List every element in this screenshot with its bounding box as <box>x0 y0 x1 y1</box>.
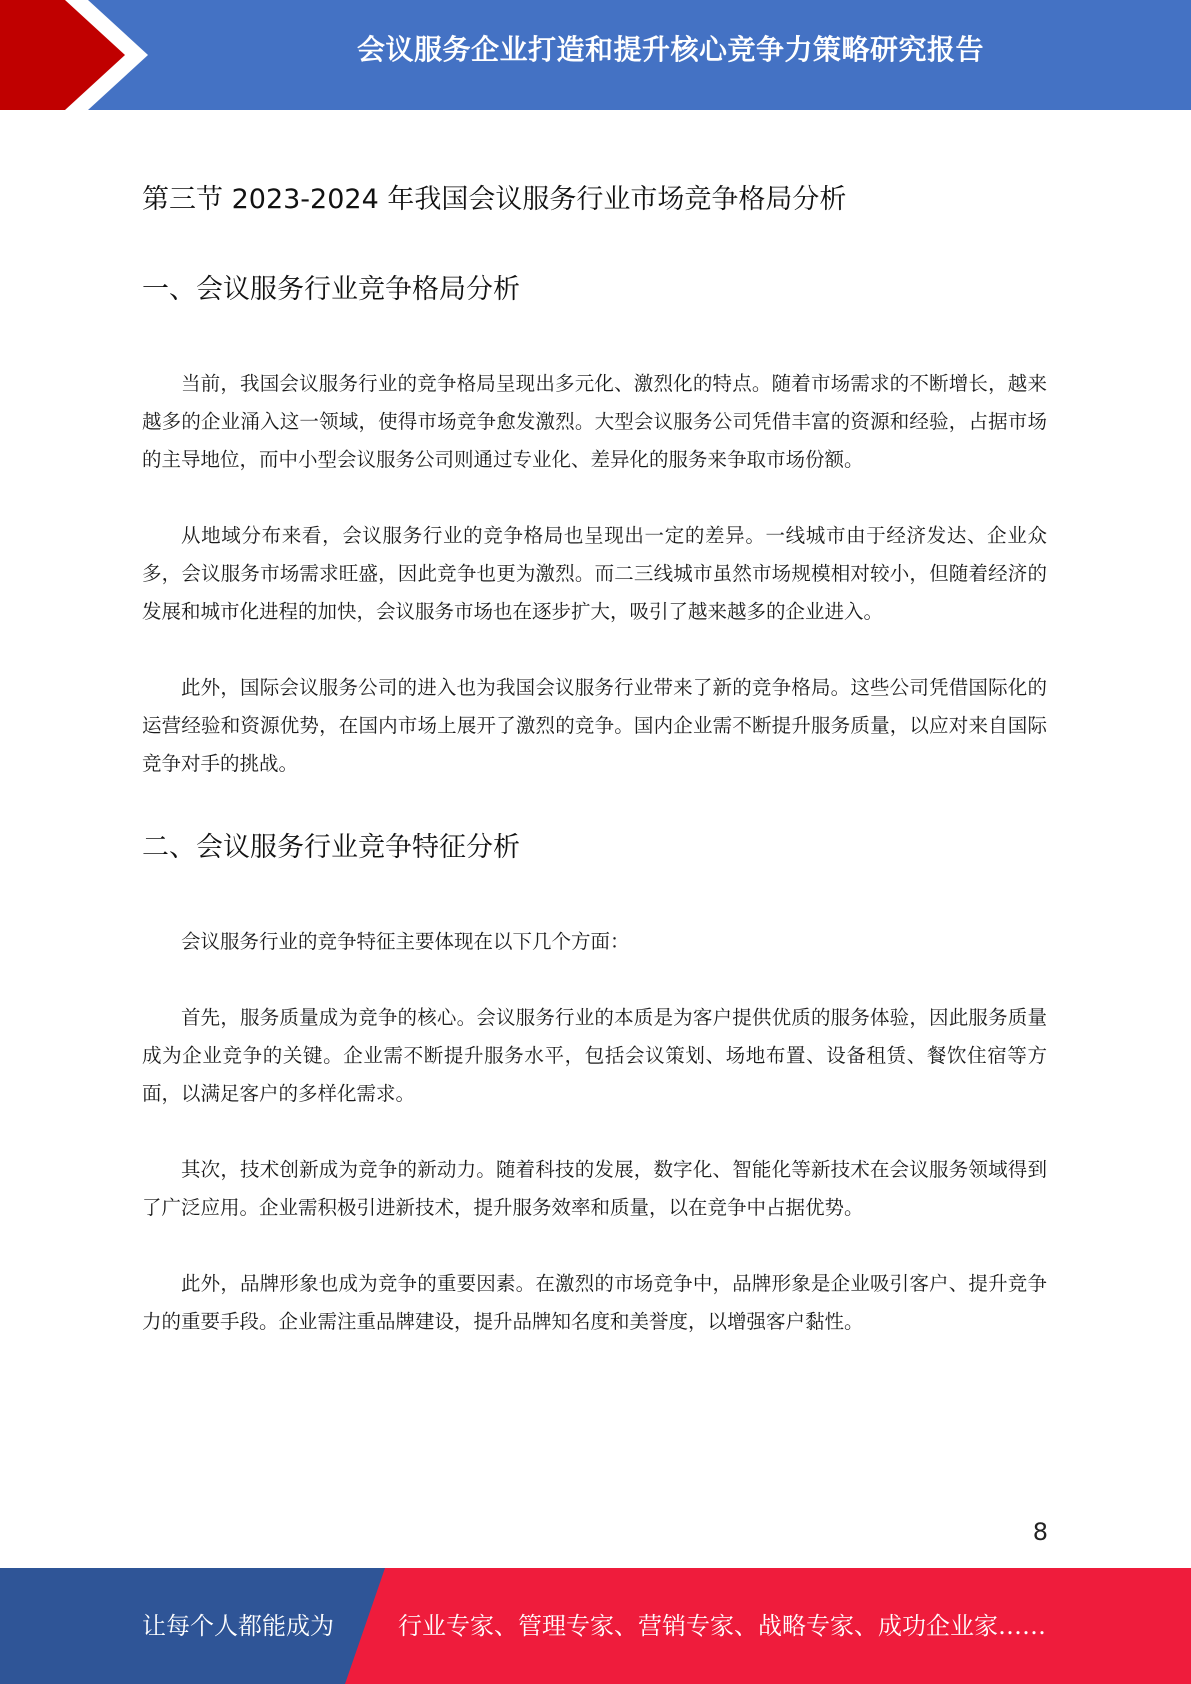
header-banner <box>0 0 1191 110</box>
report-title: 会议服务企业打造和提升核心竞争力策略研究报告 <box>356 33 984 66</box>
footer-slogan-left: 让每个人都能成为 <box>142 1612 334 1640</box>
paragraph: 其次，技术创新成为竞争的新动力。随着科技的发展，数字化、智能化等新技术在会议服务领域得到了广泛应用。企业需积极引进新技术，提升服务效率和质量，以在竞争中占据优势。 <box>142 1158 1047 1219</box>
footer-banner <box>0 1568 1191 1684</box>
part1-title: 一、会议服务行业竞争格局分析 <box>142 274 520 305</box>
footer-slogan-right: 行业专家、管理专家、营销专家、战略专家、成功企业家…… <box>398 1612 1046 1640</box>
paragraph: 当前，我国会议服务行业的竞争格局呈现出多元化、激烈化的特点。随着市场需求的不断增长，越来越多的企业涌入这一领域，使得市场竞争愈发激烈。大型会议服务公司凭借丰富的资源和经验，占据市场的主导地位，而中小型会议服务公司则通过专业化、差异化的服务来争取市场份额。 <box>142 372 1047 471</box>
section-title: 第三节 2023-2024 年我国会议服务行业市场竞争格局分析 <box>142 184 847 215</box>
page-number: 8 <box>1032 1518 1048 1546</box>
main-content <box>142 175 1047 1341</box>
paragraph: 会议服务行业的竞争特征主要体现在以下几个方面： <box>181 930 630 953</box>
paragraph: 首先，服务质量成为竞争的核心。会议服务行业的本质是为客户提供优质的服务体验，因此服务质量成为企业竞争的关键。企业需不断提升服务水平，包括会议策划、场地布置、设备租赁、餐饮住宿等方面，以满足客户的多样化需求。 <box>142 1006 1047 1105</box>
paragraph: 此外，国际会议服务公司的进入也为我国会议服务行业带来了新的竞争格局。这些公司凭借国际化的运营经验和资源优势，在国内市场上展开了激烈的竞争。国内企业需不断提升服务质量，以应对来自国际竞争对手的挑战。 <box>142 676 1047 775</box>
header-chevron-decoration <box>0 0 160 110</box>
paragraph: 从地域分布来看，会议服务行业的竞争格局也呈现出一定的差异。一线城市由于经济发达、企业众多，会议服务市场需求旺盛，因此竞争也更为激烈。而二三线城市虽然市场规模相对较小，但随着经济的发展和城市化进程的加快，会议服务市场也在逐步扩大，吸引了越来越多的企业进入。 <box>142 524 1047 623</box>
part2-title: 二、会议服务行业竞争特征分析 <box>142 832 520 863</box>
paragraph: 此外，品牌形象也成为竞争的重要因素。在激烈的市场竞争中，品牌形象是企业吸引客户、提升竞争力的重要手段。企业需注重品牌建设，提升品牌知名度和美誉度，以增强客户黏性。 <box>142 1272 1047 1333</box>
